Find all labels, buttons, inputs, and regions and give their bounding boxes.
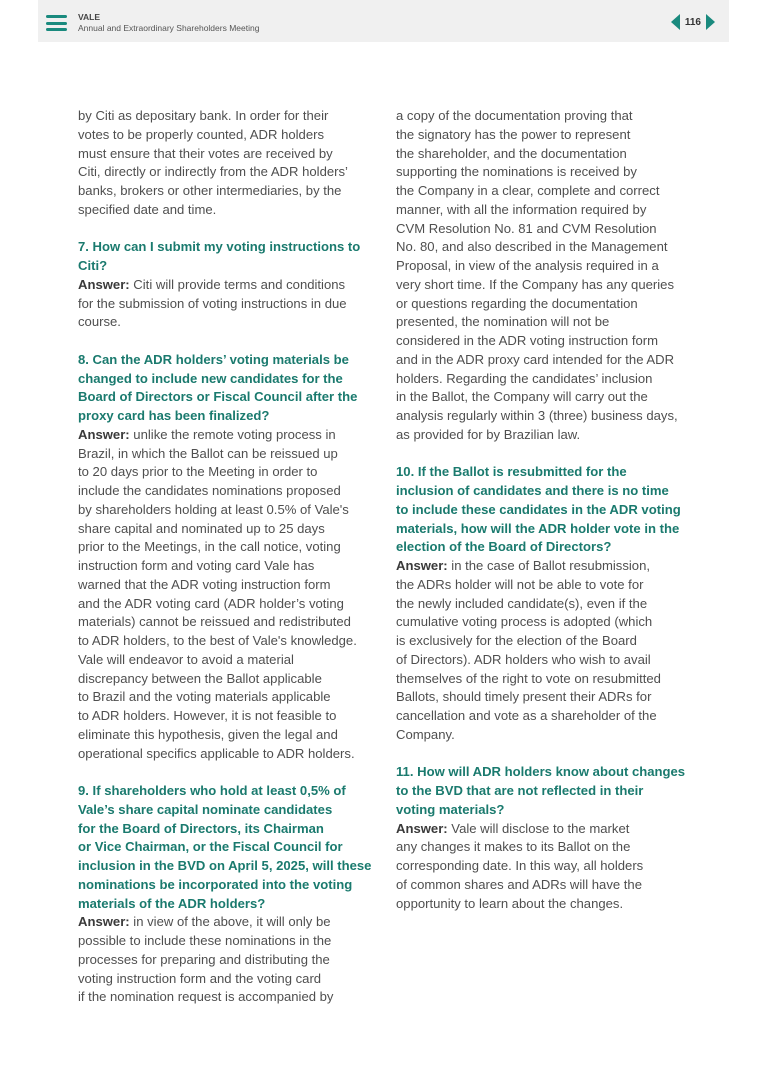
answer-9 [78,913,378,1007]
text-line: banks, brokers or other intermediaries, by the [78,183,342,198]
text-line: or questions regarding the documentation [396,295,638,311]
text-line [78,426,378,445]
intro-paragraph [78,107,378,220]
text-line: to include these candidates in the ADR voting [396,501,681,517]
text-line: materials, how will the ADR holder vote in the [396,520,680,536]
text-line: the Company in a clear, complete and correct [396,183,660,198]
answer-11 [396,820,696,914]
text-line: must ensure that their votes are received by [78,145,333,161]
text-line: share capital and nominated up to 25 days [78,520,325,536]
answer-8 [78,426,378,764]
text-line: for the Board of Directors, its Chairman [78,820,324,836]
text-line: nominations be incorporated into the voting [78,876,353,892]
text-line: of Directors). ADR holders who wish to avail [396,651,651,667]
text-line: if the nomination request is accompanied by [78,989,334,1005]
text-line: materials of the ADR holders? [78,895,266,911]
text-line: course. [78,314,121,330]
text-line: to Brazil and the voting materials applicable [78,689,331,705]
text-line: inclusion of candidates and there is no time [396,483,669,498]
text-line: is exclusively for the election of the Board [396,633,637,648]
text-line: the newly included candidate(s), even if the [396,595,648,611]
text-line: the signatory has the power to represent [396,126,631,142]
question-8 [78,351,378,426]
triangle-left-icon[interactable] [671,14,680,30]
continued-paragraph [396,107,696,445]
left-column [78,107,378,1007]
text-line: changed to include new candidates for the [78,370,343,386]
text-line: the shareholder, and the documentation [396,145,627,161]
text-line: as provided for by Brazilian law. [396,426,581,442]
text-line: proxy card has been finalized? [78,408,270,423]
text-line: considered in the ADR voting instruction form [396,333,659,348]
text-line: to 20 days prior to the Meeting in order to [78,464,318,480]
text-line: to the BVD that are not reflected in their [396,783,644,798]
text-line: Citi? [78,258,108,273]
text-line: the ADRs holder will not be able to vote for [396,576,644,592]
text-line: election of the Board of Directors? [396,539,612,555]
text-line: opportunity to learn about the changes. [396,895,624,911]
text-line: discrepancy between the Ballot applicable [78,670,322,686]
text-line: 8. Can the ADR holders’ voting materials be [78,351,349,367]
text-line: supporting the nominations is received by [396,164,637,180]
text-line: by Citi as depositary bank. In order for their [78,108,329,123]
text-line: voting instruction form and the voting card [78,970,322,986]
text-line: a copy of the documentation proving that [396,108,633,123]
text-line: Company. [396,726,455,742]
triangle-right-icon[interactable] [706,14,715,30]
text-line: in the Ballot, the Company will carry out the [396,389,648,405]
text-line: for the submission of voting instructions in due [78,295,347,311]
text-line: by shareholders holding at least 0.5% of Vale's [78,501,349,517]
text-line: 7. How can I submit my voting instructions to [78,239,361,255]
text-line: and the ADR voting card (ADR holder’s voting [78,595,344,611]
text-line: Brazil, in which the Ballot can be reissued up [78,445,338,461]
text-line: 11. How will ADR holders know about changes [396,764,686,780]
answer-label: Answer: [78,426,130,442]
text-line: or Vice Chairman, or the Fiscal Council for [78,839,343,855]
text-line: CVM Resolution No. 81 and CVM Resolution [396,220,657,236]
text-line: very short time. If the Company has any queries [396,276,675,292]
text-line: votes to be properly counted, ADR holders [78,126,325,142]
text-line: No. 80, and also described in the Management [396,239,668,255]
text-line: analysis regularly within 3 (three) business days, [396,408,678,423]
answer-10 [396,557,696,745]
answer-7 [78,276,378,332]
text-line: cancellation and vote as a shareholder of the [396,708,657,723]
text-line: instruction form and voting card Vale has [78,558,315,573]
text-line: specified date and time. [78,201,217,217]
page-header [38,0,729,42]
hamburger-menu-icon[interactable] [46,15,67,31]
text-line: any changes it makes to its Ballot on the [396,839,631,855]
text-line: cumulative voting process is adopted (which [396,614,653,630]
text-line: Board of Directors or Fiscal Council after the [78,389,358,405]
text-line: include the candidates nominations proposed [78,483,341,498]
question-11 [396,763,696,819]
question-7 [78,238,378,276]
answer-text: in the case of Ballot resubmission, [447,558,650,573]
answer-label: Answer: [396,820,448,836]
text-line: themselves of the right to vote on resubmitted [396,670,661,686]
document-brand [78,12,259,34]
text-line: Ballots, should timely present their ADRs for [396,689,652,705]
text-line: possible to include these nominations in the [78,933,332,948]
answer-label: Answer: [396,558,448,573]
text-line: manner, with all the information required by [396,201,647,217]
answer-text: Citi will provide terms and conditions [129,276,346,292]
text-line: processes for preparing and distributing the [78,951,330,967]
text-line: materials) cannot be reissued and redistributed [78,614,351,630]
text-line: to ADR holders. However, it is not feasible to [78,708,337,723]
text-line: and in the ADR proxy card intended for the ADR [396,351,675,367]
page-number: 116 [684,16,701,28]
answer-label: Answer: [78,276,130,292]
question-9 [78,782,378,913]
text-line: Citi, directly or indirectly from the ADR holders’ [78,164,348,180]
document-subtitle: Annual and Extraordinary Shareholders Meeting [78,23,260,33]
text-line: eliminate this hypothesis, given the legal and [78,726,338,742]
company-name: VALE [78,12,101,22]
text-line: presented, the nomination will not be [396,314,610,330]
text-line: warned that the ADR voting instruction form [78,576,331,592]
text-line: operational specifics applicable to ADR holders. [78,745,355,761]
text-line: 10. If the Ballot is resubmitted for the [396,464,627,480]
text-line [78,276,378,295]
question-10 [396,463,696,557]
text-line: prior to the Meetings, in the call notice, voting [78,539,341,555]
text-line: of common shares and ADRs will have the [396,876,642,892]
text-line [396,557,696,576]
answer-text: Vale will disclose to the market [447,820,630,836]
text-line: Vale will endeavor to avoid a material [78,651,294,667]
text-line: Vale’s share capital nominate candidates [78,801,333,817]
answer-text: unlike the remote voting process in [129,426,336,442]
answer-text: in view of the above, it will only be [129,914,331,930]
page-navigator [671,13,715,31]
text-line: Proposal, in view of the analysis required in a [396,258,659,273]
text-line: corresponding date. In this way, all holders [396,858,644,873]
right-column [396,107,696,913]
text-line [396,820,696,839]
text-line: holders. Regarding the candidates’ inclusion [396,370,653,386]
text-line: inclusion in the BVD on April 5, 2025, will these [78,858,372,873]
text-line: voting materials? [396,801,505,817]
answer-label: Answer: [78,914,130,930]
text-line: to ADR holders, to the best of Vale's knowledge. [78,633,357,648]
text-line [78,913,378,932]
text-line: 9. If shareholders who hold at least 0,5% of [78,783,346,798]
